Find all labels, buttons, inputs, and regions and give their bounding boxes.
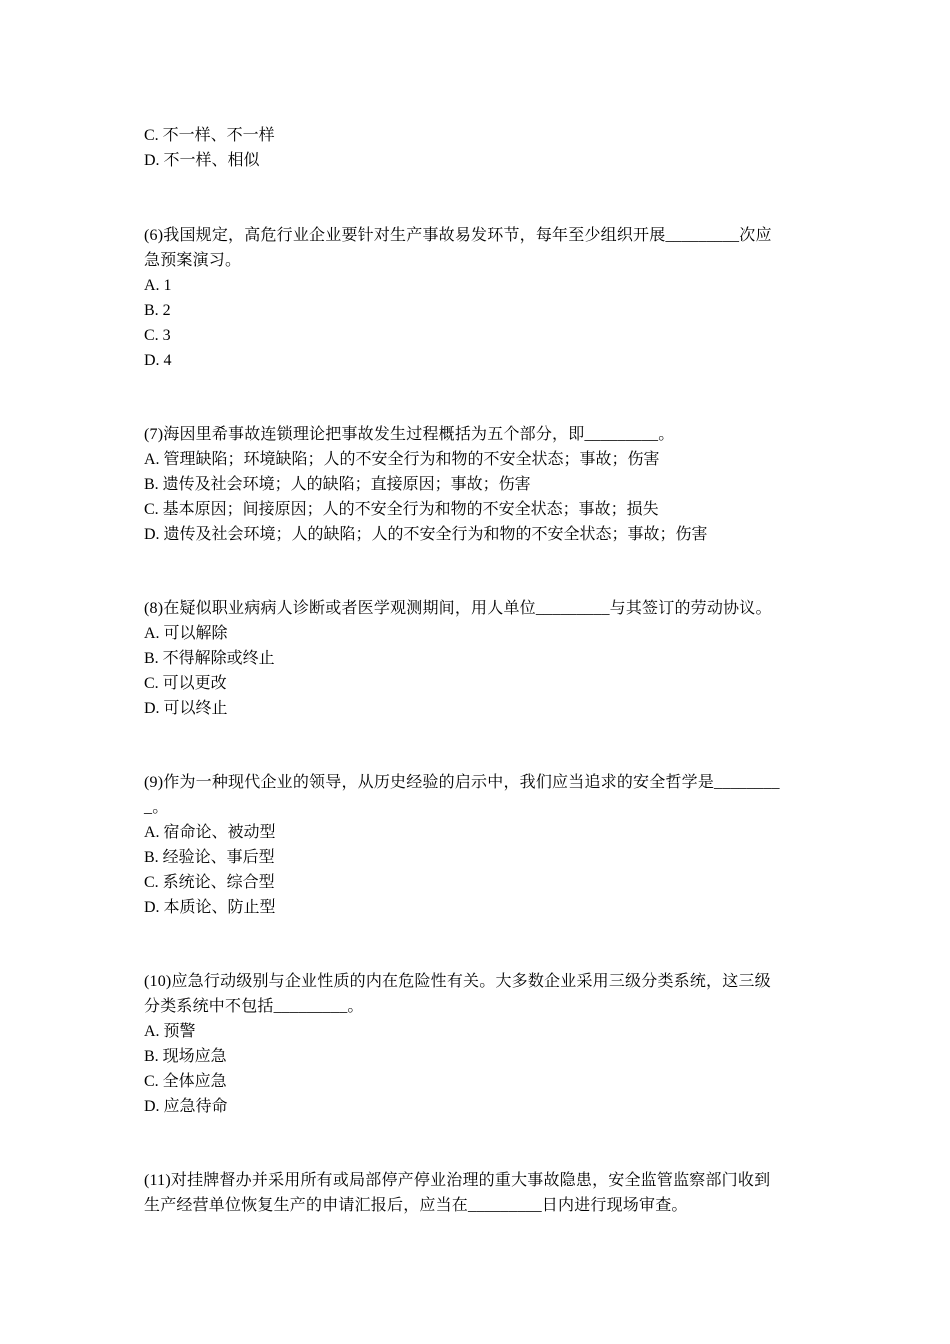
option-d: D. 本质论、防止型 — [144, 899, 276, 916]
question-text: (8)在疑似职业病病人诊断或者医学观测期间，用人单位_________与其签订的劳动协议。 — [144, 600, 772, 617]
option-c: C. 可以更改 — [144, 675, 227, 692]
option-d: D. 不一样、相似 — [144, 152, 260, 169]
question-text: (10)应急行动级别与企业性质的内在危险性有关。大多数企业采用三级分类系统，这三级 — [144, 973, 771, 990]
question-text: 生产经营单位恢复生产的申请汇报后，应当在_________日内进行现场审查。 — [144, 1197, 688, 1214]
option-c: C. 系统论、综合型 — [144, 874, 275, 891]
option-c: C. 全体应急 — [144, 1073, 227, 1090]
option-d: D. 遗传及社会环境；人的缺陷；人的不安全行为和物的不安全状态；事故；伤害 — [144, 526, 708, 543]
option-c: C. 基本原因；间接原因；人的不安全行为和物的不安全状态；事故；损失 — [144, 501, 659, 518]
option-c: C. 不一样、不一样 — [144, 127, 275, 144]
question-text: (11)对挂牌督办并采用所有或局部停产停业治理的重大事故隐患，安全监管监察部门收到 — [144, 1172, 771, 1189]
option-c: C. 3 — [144, 327, 171, 344]
question-text: _。 — [144, 799, 169, 816]
option-a: A. 宿命论、被动型 — [144, 824, 276, 841]
question-text: (7)海因里希事故连锁理论把事故发生过程概括为五个部分，即_________。 — [144, 426, 675, 443]
option-b: B. 遗传及社会环境；人的缺陷；直接原因；事故；伤害 — [144, 476, 531, 493]
question-text: 分类系统中不包括_________。 — [144, 998, 364, 1015]
option-d: D. 应急待命 — [144, 1098, 228, 1115]
option-b: B. 经验论、事后型 — [144, 849, 275, 866]
option-a: A. 管理缺陷；环境缺陷；人的不安全行为和物的不安全状态；事故；伤害 — [144, 451, 660, 468]
option-d: D. 可以终止 — [144, 700, 228, 717]
option-a: A. 预警 — [144, 1023, 196, 1040]
question-text: (9)作为一种现代企业的领导，从历史经验的启示中，我们应当追求的安全哲学是________ — [144, 774, 780, 791]
question-text: 急预案演习。 — [144, 252, 242, 269]
option-b: B. 现场应急 — [144, 1048, 227, 1065]
option-a: A. 1 — [144, 277, 172, 294]
option-a: A. 可以解除 — [144, 625, 228, 642]
option-d: D. 4 — [144, 352, 172, 369]
option-b: B. 2 — [144, 302, 171, 319]
question-text: (6)我国规定，高危行业企业要针对生产事故易发环节，每年至少组织开展_________次应 — [144, 227, 772, 244]
option-b: B. 不得解除或终止 — [144, 650, 275, 667]
